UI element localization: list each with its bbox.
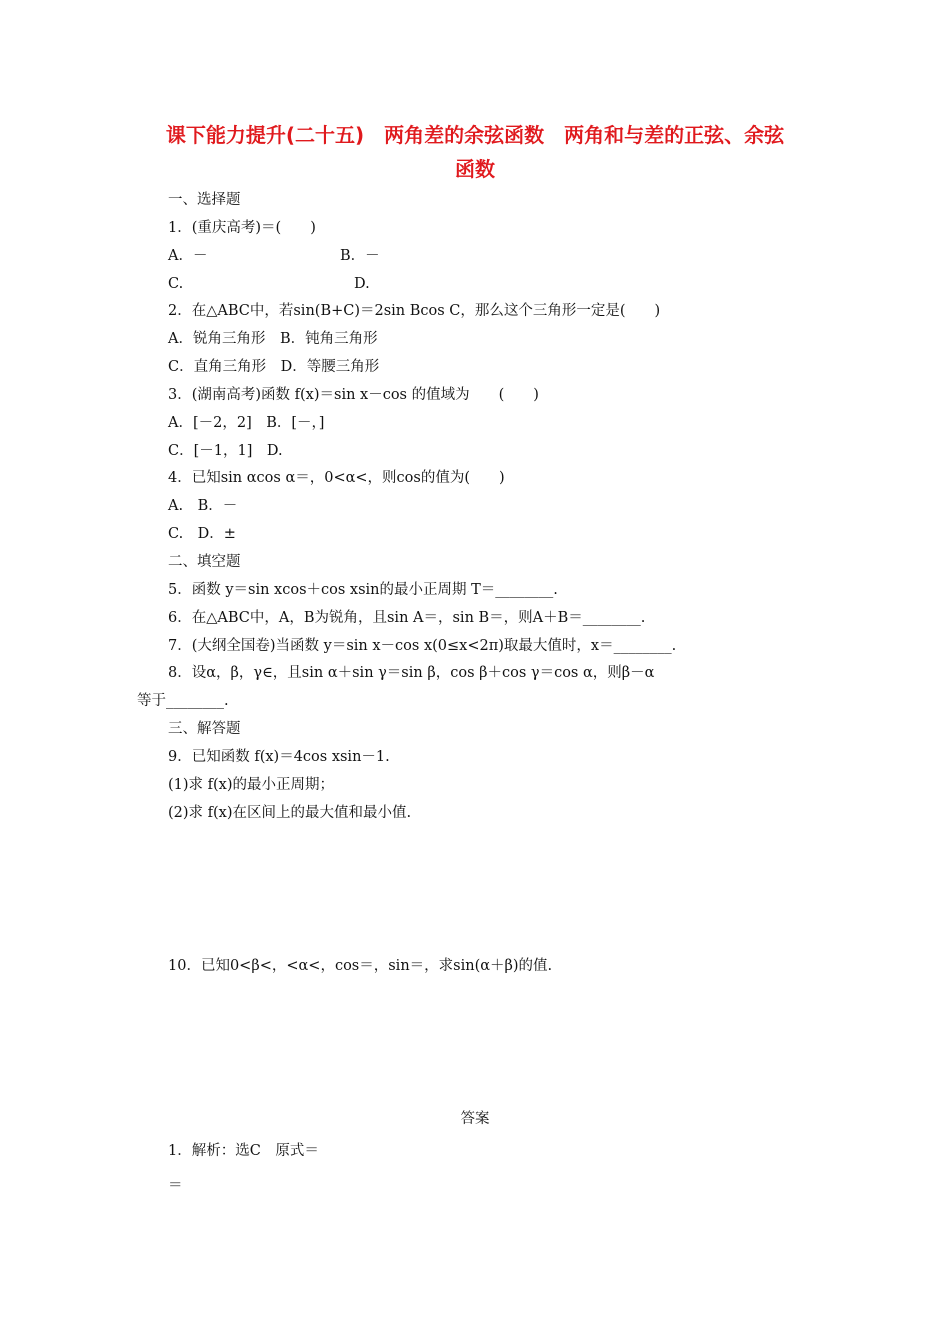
question-4-options-ab: A. B．－ bbox=[168, 498, 238, 514]
q1-option-d: D. bbox=[354, 276, 370, 292]
answers-heading: 答案 bbox=[460, 1111, 490, 1127]
page-title-line-2: 函数 bbox=[455, 157, 495, 181]
question-4-options-cd: C. D．± bbox=[168, 526, 236, 542]
question-3-options-cd: C．[－1，1] D. bbox=[168, 443, 283, 459]
question-2-options-cd: C．直角三角形 D．等腰三角形 bbox=[168, 359, 380, 375]
answer-1: 1．解析：选C 原式＝ bbox=[168, 1143, 319, 1159]
question-2-stem: 2．在△ABC中，若sin(B+C)＝2sin Bcos C，那么这个三角形一定是( ) bbox=[168, 303, 661, 319]
question-8-line-2: 等于________. bbox=[137, 693, 229, 709]
question-1-options-cd bbox=[168, 274, 370, 294]
q1-option-a: A．－ bbox=[168, 248, 208, 264]
question-9-part-1: (1)求 f(x)的最小正周期； bbox=[168, 777, 335, 793]
q1-option-c: C. bbox=[168, 276, 184, 292]
section-heading-fill: 二、填空题 bbox=[168, 554, 241, 570]
page-title-line-1: 课下能力提升(二十五) 两角差的余弦函数 两角和与差的正弦、余弦 bbox=[165, 123, 785, 147]
question-6: 6．在△ABC中，A，B为锐角，且sin A＝，sin B＝，则A＋B＝________. bbox=[168, 610, 646, 626]
question-3-options-ab: A．[－2，2] B．[－，] bbox=[168, 415, 325, 431]
answer-1-continued: ＝ bbox=[168, 1178, 183, 1194]
section-heading-solve: 三、解答题 bbox=[168, 721, 241, 737]
question-1-stem: 1．(重庆高考)＝( ) bbox=[168, 220, 316, 236]
question-10: 10．已知0<β<，<α<，cos＝，sin＝，求sin(α＋β)的值. bbox=[168, 958, 553, 974]
q1-option-b: B．－ bbox=[340, 248, 380, 264]
question-9-part-2: (2)求 f(x)在区间上的最大值和最小值. bbox=[168, 805, 412, 821]
question-3-stem: 3．(湖南高考)函数 f(x)＝sin x－cos 的值域为 ( ) bbox=[168, 387, 539, 403]
question-8-line-1: 8．设α，β，γ∈，且sin α＋sin γ＝sin β，cos β＋cos γ＝cos α，则β－α bbox=[168, 665, 655, 681]
question-4-stem: 4．已知sin αcos α＝，0<α<，则cos的值为( ) bbox=[168, 470, 505, 486]
question-5: 5．函数 y＝sin xcos＋cos xsin的最小正周期 T＝________. bbox=[168, 582, 558, 598]
question-2-options-ab: A．锐角三角形 B．钝角三角形 bbox=[168, 331, 378, 347]
section-heading-choice: 一、选择题 bbox=[168, 192, 241, 208]
question-1-options-ab bbox=[168, 246, 380, 266]
question-7: 7．(大纲全国卷)当函数 y＝sin x－cos x(0≤x<2π)取最大值时，x＝________. bbox=[168, 638, 677, 654]
question-9-stem: 9．已知函数 f(x)＝4cos xsin－1. bbox=[168, 749, 390, 765]
